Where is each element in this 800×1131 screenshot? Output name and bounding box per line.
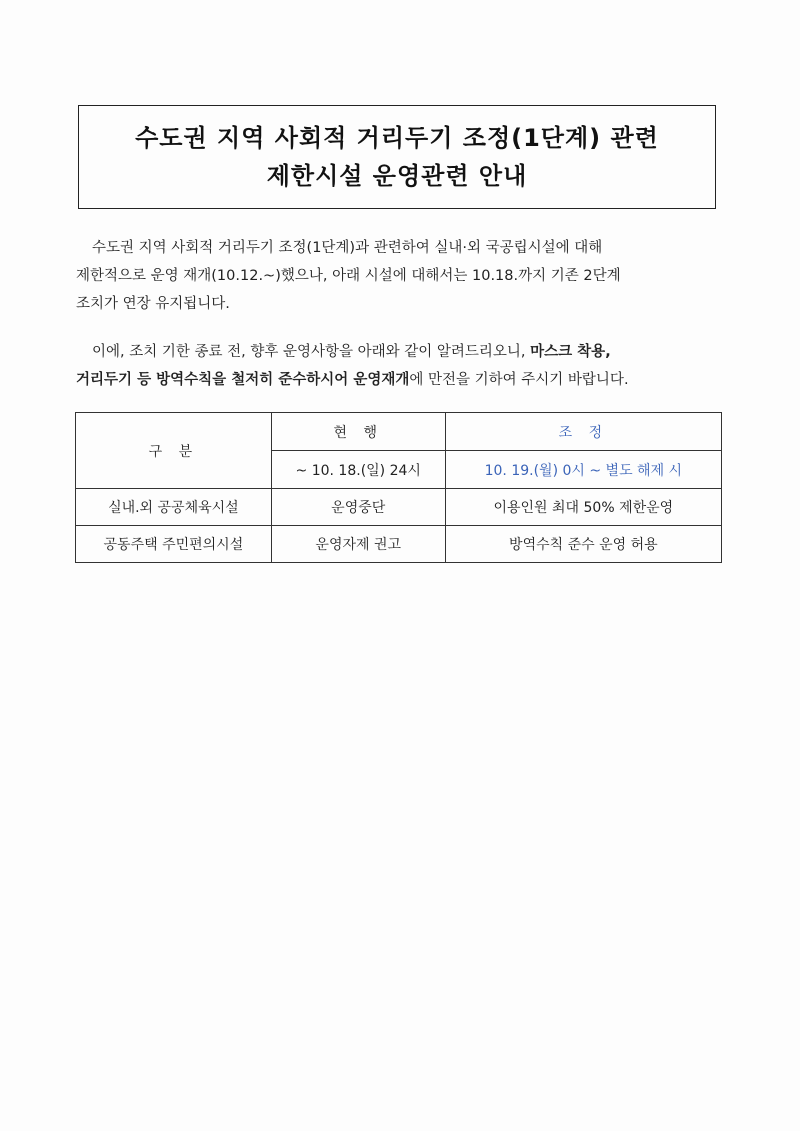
adjusted-period: 10. 19.(월) 0시 ~ 별도 해제 시	[445, 451, 721, 489]
header-current	[271, 413, 445, 451]
table-row	[76, 489, 722, 526]
row-current: 운영중단	[271, 489, 445, 526]
notice-line-2-emphasis: 거리두기 등 방역수칙을 철저히 준수하시어 운영재개	[76, 372, 410, 388]
table-header-row	[76, 413, 722, 451]
intro-line-3: 조치가 연장 유지됩니다.	[76, 296, 230, 312]
intro-line-1: 수도권 지역 사회적 거리두기 조정(1단계)과 관련하여 실내·외 국공립시설에 대해	[92, 240, 603, 256]
notice-line-1	[76, 338, 724, 366]
notice-paragraph	[76, 338, 724, 394]
notice-line-2-text: 에 만전을 기하여 주시기 바랍니다.	[409, 372, 629, 388]
header-category-label: 구 분	[148, 443, 199, 460]
notice-line-1-text: 이에, 조치 기한 종료 전, 향후 운영사항을 아래와 같이 알려드리오니,	[92, 344, 531, 360]
row-category: 실내.외 공공체육시설	[76, 489, 272, 526]
intro-line-2: 제한적으로 운영 재개(10.12.~)했으나, 아래 시설에 대해서는 10.18.까지 기존 2단계	[76, 268, 621, 284]
intro-paragraph	[76, 234, 724, 318]
title-box	[78, 105, 716, 209]
row-category: 공동주택 주민편의시설	[76, 526, 272, 563]
table-row	[76, 526, 722, 563]
title-line-1: 수도권 지역 사회적 거리두기 조정(1단계) 관련	[135, 124, 659, 152]
row-adjusted: 이용인원 최대 50% 제한운영	[445, 489, 721, 526]
notice-line-2	[76, 366, 724, 394]
header-adjusted	[445, 413, 721, 451]
header-adjusted-label: 조 정	[558, 424, 609, 441]
title-line-2: 제한시설 운영관련 안내	[266, 162, 528, 190]
header-category	[76, 413, 272, 489]
row-current: 운영자제 권고	[271, 526, 445, 563]
facility-table	[75, 412, 722, 563]
header-current-label: 현 행	[333, 424, 383, 441]
current-period: ~ 10. 18.(일) 24시	[271, 451, 445, 489]
notice-line-1-emphasis: 마스크 착용,	[530, 344, 611, 360]
row-adjusted: 방역수칙 준수 운영 허용	[445, 526, 721, 563]
